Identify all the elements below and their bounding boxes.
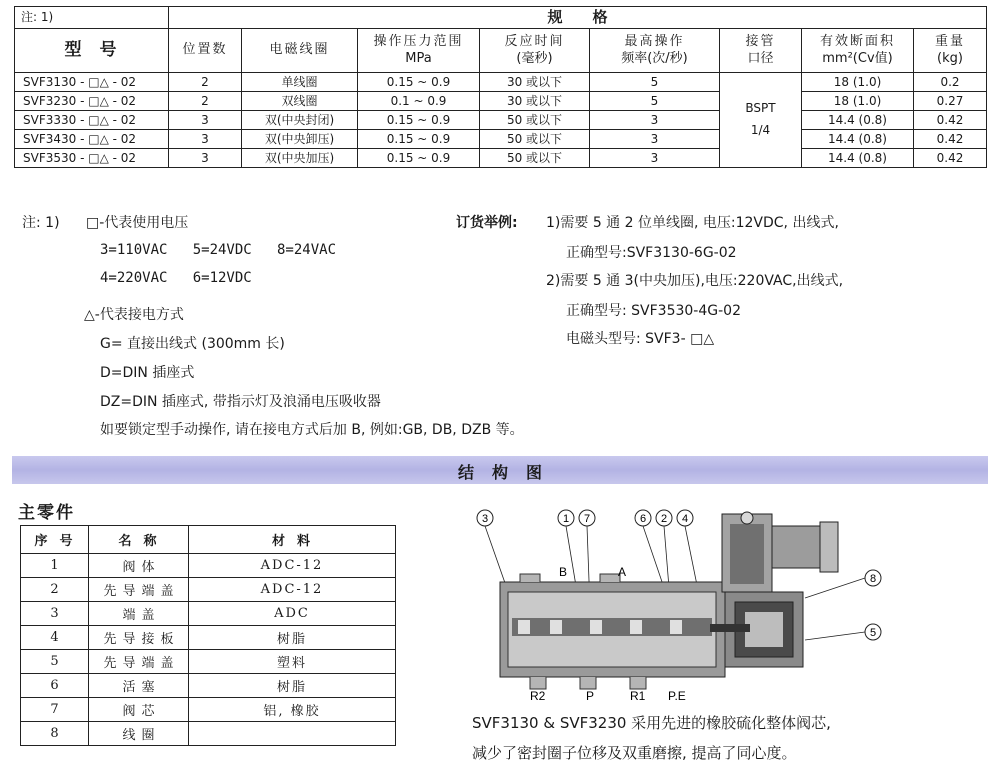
table-row [21,602,396,626]
order-example-2-line-2: 正确型号: SVF3530-4G-02 [566,303,741,319]
col-header-area: 有效断面积 mm²(Cv值) [802,29,914,73]
callout-7 [579,510,595,526]
callout-6 [635,510,651,526]
cell-positions: 2 [169,92,242,111]
cell-positions: 3 [169,130,242,149]
part-no: 3 [21,602,89,626]
cell-response: 30 或以下 [480,73,590,92]
wiring-dz: DZ=DIN 插座式, 带指示灯及浪涌电压吸收器 [100,394,381,410]
cell-weight: 0.42 [914,130,987,149]
cell-positions: 2 [169,73,242,92]
cell-frequency: 3 [590,149,720,168]
svg-text:3: 3 [481,513,489,525]
cell-model: SVF3230 - □△ - 02 [15,92,169,111]
callout-5 [865,624,881,640]
model-header: 型号 [15,29,169,73]
parts-header-no: 序号 [21,526,89,554]
part-no: 4 [21,626,89,650]
spec-header: 规格 [169,7,987,29]
notes-prefix: 注: 1) [22,215,60,231]
cell-weight: 0.27 [914,92,987,111]
table-row [15,130,987,149]
port-label-a: A [618,565,627,579]
cell-area: 14.4 (0.8) [802,130,914,149]
table-row [21,554,396,578]
part-no: 7 [21,698,89,722]
part-name: 阀芯 [89,698,189,722]
svg-text:6: 6 [639,513,647,525]
cell-frequency: 3 [590,130,720,149]
cell-positions: 3 [169,149,242,168]
col-header-frequency: 最高操作 频率(次/秒) [590,29,720,73]
callout-1 [558,510,574,526]
part-no: 5 [21,650,89,674]
manual-lock-note: 如要锁定型手动操作, 请在接电方式后加 B, 例如:GB, DB, DZB 等。 [100,422,524,438]
part-no: 6 [21,674,89,698]
cell-response: 30 或以下 [480,92,590,111]
voltage-line-1: 3=110VAC 5=24VDC 8=24VAC [100,242,337,258]
part-material: ADC-12 [189,554,396,578]
caption-line-1: SVF3130 & SVF3230 采用先进的橡胶硫化整体阀芯, [472,714,831,732]
col-header-response: 反应时间 (毫秒) [480,29,590,73]
cell-positions: 3 [169,111,242,130]
head-model: 电磁头型号: SVF3- □△ [566,331,715,347]
svg-text:1: 1 [562,513,570,525]
order-label: 订货举例: [456,215,518,231]
part-name: 先导端盖 [89,650,189,674]
part-name: 活塞 [89,674,189,698]
table-row [21,650,396,674]
col-header-pressure: 操作压力范围 MPa [358,29,480,73]
spec-note-label: 注: 1) [15,7,169,29]
cell-coil: 单线圈 [242,73,358,92]
part-name: 线圈 [89,722,189,746]
callout-3 [477,510,493,526]
cell-area: 14.4 (0.8) [802,149,914,168]
col-header-weight: 重量 (kg) [914,29,987,73]
cell-coil: 双线圈 [242,92,358,111]
svg-text:7: 7 [583,513,591,525]
table-row [15,92,987,111]
cell-frequency: 5 [590,73,720,92]
cell-area: 18 (1.0) [802,92,914,111]
cell-pressure: 0.15 ~ 0.9 [358,111,480,130]
wiring-d: D=DIN 插座式 [100,365,195,381]
part-material [189,722,396,746]
wiring-title: △-代表接电方式 [84,307,184,323]
valve-body [500,574,725,689]
cell-model: SVF3330 - □△ - 02 [15,111,169,130]
port-label-r2: R2 [530,689,546,703]
solenoid-head [710,512,838,667]
section-title: 结构图 [457,463,560,482]
cell-weight: 0.2 [914,73,987,92]
svg-text:2: 2 [660,513,668,525]
cell-area: 18 (1.0) [802,73,914,92]
callout-8 [865,570,881,586]
port-label-b: B [559,565,568,579]
table-row [21,698,396,722]
order-example-1-line-2: 正确型号:SVF3130-6G-02 [566,245,737,261]
part-no: 1 [21,554,89,578]
voltage-line-2: 4=220VAC 6=12VDC [100,270,252,286]
svg-text:8: 8 [869,573,877,585]
parts-table [20,525,396,746]
table-row [15,149,987,168]
svg-text:5: 5 [869,627,877,639]
spec-table [14,6,987,168]
cell-weight: 0.42 [914,149,987,168]
col-header-port: 接管 口径 [720,29,802,73]
cell-pressure: 0.15 ~ 0.9 [358,73,480,92]
callout-4 [677,510,693,526]
cell-weight: 0.42 [914,111,987,130]
part-material: 塑料 [189,650,396,674]
part-name: 先导端盖 [89,578,189,602]
cell-response: 50 或以下 [480,149,590,168]
part-material: 树脂 [189,626,396,650]
callout-2 [656,510,672,526]
voltage-title: □-代表使用电压 [86,215,189,231]
parts-title: 主零件 [18,503,75,523]
part-name: 先导接板 [89,626,189,650]
table-row [15,111,987,130]
cell-model: SVF3430 - □△ - 02 [15,130,169,149]
cell-model: SVF3130 - □△ - 02 [15,73,169,92]
table-row [15,73,987,92]
cell-port: BSPT 1/4 [720,73,802,168]
col-header-coil: 电磁线圈 [242,29,358,73]
part-material: 树脂 [189,674,396,698]
section-bar [12,456,988,484]
table-row [21,578,396,602]
cell-pressure: 0.15 ~ 0.9 [358,130,480,149]
wiring-g: G= 直接出线式 (300mm 长) [100,336,285,352]
parts-header-material: 材料 [189,526,396,554]
cell-area: 14.4 (0.8) [802,111,914,130]
caption-line-2: 减少了密封圈子位移及双重磨擦, 提高了同心度。 [472,744,797,762]
part-material: ADC [189,602,396,626]
svg-text:4: 4 [681,513,689,525]
cell-coil: 双(中央加压) [242,149,358,168]
part-no: 2 [21,578,89,602]
order-example-2-line-1: 2)需要 5 通 3(中央加压),电压:220VAC,出线式, [546,273,844,289]
cell-frequency: 3 [590,111,720,130]
cell-coil: 双(中央封闭) [242,111,358,130]
part-name: 阀体 [89,554,189,578]
port-label-p: P [586,689,595,703]
port-label-pe: P.E [668,689,686,703]
table-row [21,626,396,650]
cell-frequency: 5 [590,92,720,111]
parts-header-name: 名称 [89,526,189,554]
cell-response: 50 或以下 [480,130,590,149]
cell-response: 50 或以下 [480,111,590,130]
cell-pressure: 0.15 ~ 0.9 [358,149,480,168]
part-no: 8 [21,722,89,746]
table-row [21,722,396,746]
cell-model: SVF3530 - □△ - 02 [15,149,169,168]
table-row [21,674,396,698]
part-material: ADC-12 [189,578,396,602]
part-name: 端盖 [89,602,189,626]
col-header-positions: 位置数 [169,29,242,73]
order-example-1-line-1: 1)需要 5 通 2 位单线圈, 电压:12VDC, 出线式, [546,215,839,231]
cell-coil: 双(中央卸压) [242,130,358,149]
part-material: 铝, 橡胶 [189,698,396,722]
valve-cross-section-diagram [460,500,890,705]
port-label-r1: R1 [630,689,646,703]
cell-pressure: 0.1 ~ 0.9 [358,92,480,111]
